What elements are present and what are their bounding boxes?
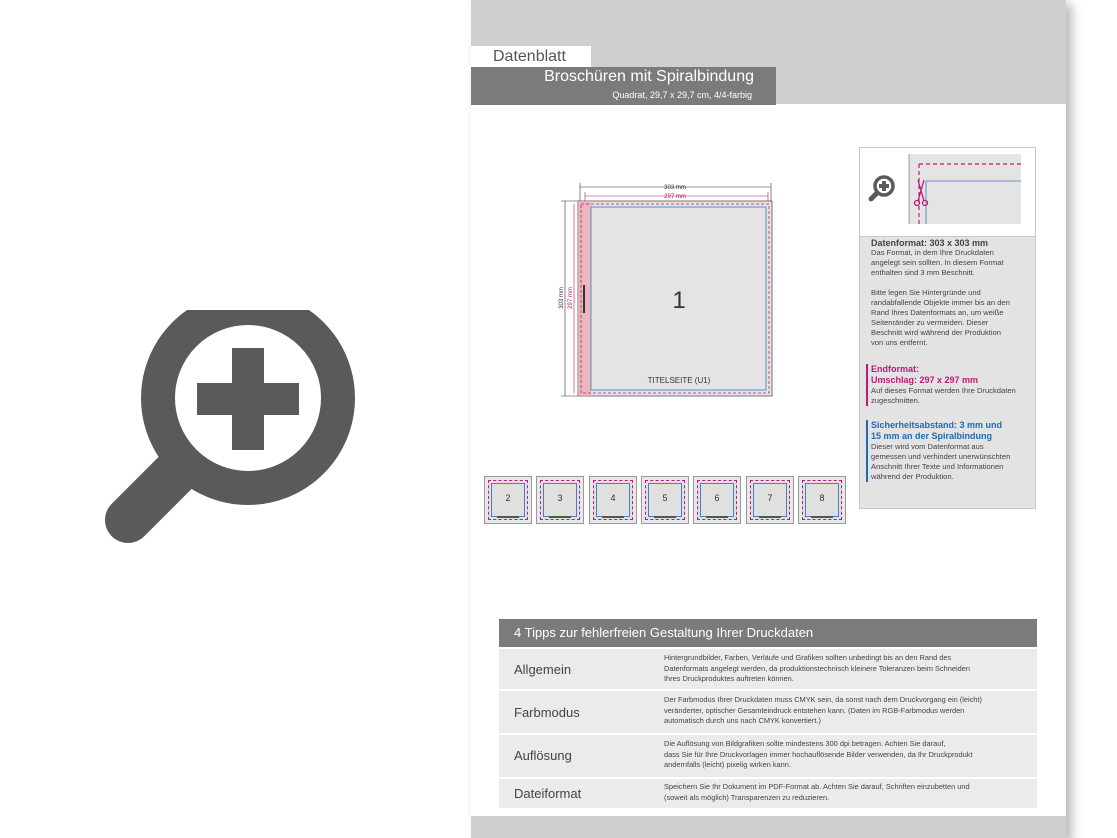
tip-text: Speichern Sie Ihr Dokument im PDF-Format ab. Achten Sie darauf, Schriften einzubetten und (soweit als möglich) Transparenzen zu reduzieren. — [664, 782, 970, 802]
tips-table — [499, 619, 1037, 808]
dim-inner-top: 297 mm — [664, 194, 686, 200]
tip-text: Der Farbmodus Ihrer Druckdaten muss CMYK sein, da sonst nach dem Druckvorgang ein (leicht) veränderter, optischer Gesamteindruck entstehen kann. (Daten im RGB-Farbmodus werden automatisch durch uns nach CMYK konvertiert.) — [664, 695, 982, 725]
thumbnail-page: 2 — [484, 476, 532, 524]
tip-label: Dateiformat — [514, 786, 582, 801]
endformat-title: Endformat: — [871, 364, 919, 374]
info-text — [871, 238, 1029, 482]
format-info-box — [859, 147, 1036, 509]
datasheet-page — [471, 0, 1066, 838]
page-number: 1 — [672, 287, 686, 314]
page-thumbnails — [484, 476, 849, 526]
tip-row-farbmodus — [499, 689, 1037, 733]
tip-row-allgemein — [499, 647, 1037, 689]
tip-label: Allgemein — [514, 662, 572, 677]
page-title: Broschüren mit Spiralbindung — [544, 68, 754, 85]
tip-row-dateiformat — [499, 777, 1037, 808]
thumbnail-page: 8 — [798, 476, 846, 524]
preview-graphic — [860, 148, 1035, 236]
datenformat-title: Datenformat: 303 x 303 mm — [871, 238, 989, 248]
tip-text: Hintergrundbilder, Farben, Verläufe und Grafiken sollten unbedingt bis an den Rand des Datenformats angelegt werden, da produktionstechnisch kleinere Toleranzen beim Schneiden Ihres Druckproduktes auftreten können. — [664, 653, 970, 683]
thumbnail-page: 3 — [536, 476, 584, 524]
endformat-size: Umschlag: 297 x 297 mm — [871, 375, 979, 385]
sicherheit-subtitle: 15 mm an der Spiralbindung — [871, 431, 993, 441]
datasheet-label: Datenblatt — [471, 46, 591, 68]
page-subtitle: Quadrat, 29,7 x 29,7 cm, 4/4-farbig — [612, 90, 752, 100]
tip-text: Die Auflösung von Bildgrafiken sollte mindestens 300 dpi betragen. Achten Sie darauf, dass Sie für Ihre Druckvorlagen immer hochauflösende Bilder verwenden, da Ihr Druckprodukt andernfalls (leicht) pixelig wirken kann. — [664, 739, 973, 769]
thumbnail-page: 7 — [746, 476, 794, 524]
dim-inner-left: 297 mm — [568, 287, 574, 309]
tip-label: Auflösung — [514, 748, 572, 763]
endformat-section: Endformat: Umschlag: 297 x 297 mm Auf dieses Format werden Ihre Druckdaten zugeschnitten. — [866, 364, 1029, 406]
page-label: TITELSEITE (U1) — [647, 376, 711, 385]
info-preview — [860, 148, 1035, 237]
tip-row-aufloesung — [499, 733, 1037, 777]
thumbnail-page: 4 — [589, 476, 637, 524]
datenformat-text-1: Das Format, in dem Ihre Druckdaten angelegt sein sollten. In diesem Format enthalten sind 3 mm Beschnitt. — [871, 248, 1004, 277]
sicherheit-title: Sicherheitsabstand: 3 mm und — [871, 420, 1003, 430]
tips-heading: 4 Tipps zur fehlerfreien Gestaltung Ihrer Druckdaten — [499, 619, 1037, 647]
footer-band — [471, 816, 1066, 838]
datenformat-text-2: Bitte legen Sie Hintergründe und randabfallende Objekte immer bis an den Rand Ihres Datenformats an, um weiße Seitenränder zu vermeiden. Dieser Beschnitt wird während der Produktion von uns entfernt. — [871, 288, 1010, 347]
sicherheit-section: Sicherheitsabstand: 3 mm und 15 mm an der Spiralbindung Dieser wird vom Datenformat aus gemessen und verhindert unerwünschten Anschnitt Ihrer Texte und Informationen während der Produktion. — [866, 420, 1029, 482]
thumbnail-page: 5 — [641, 476, 689, 524]
tip-label: Farbmodus — [514, 705, 580, 720]
zoom-in-icon[interactable] — [100, 310, 360, 550]
dim-outer-top: 303 mm — [664, 185, 686, 191]
dim-outer-left: 303 mm — [559, 287, 565, 309]
thumbnail-page: 6 — [693, 476, 741, 524]
